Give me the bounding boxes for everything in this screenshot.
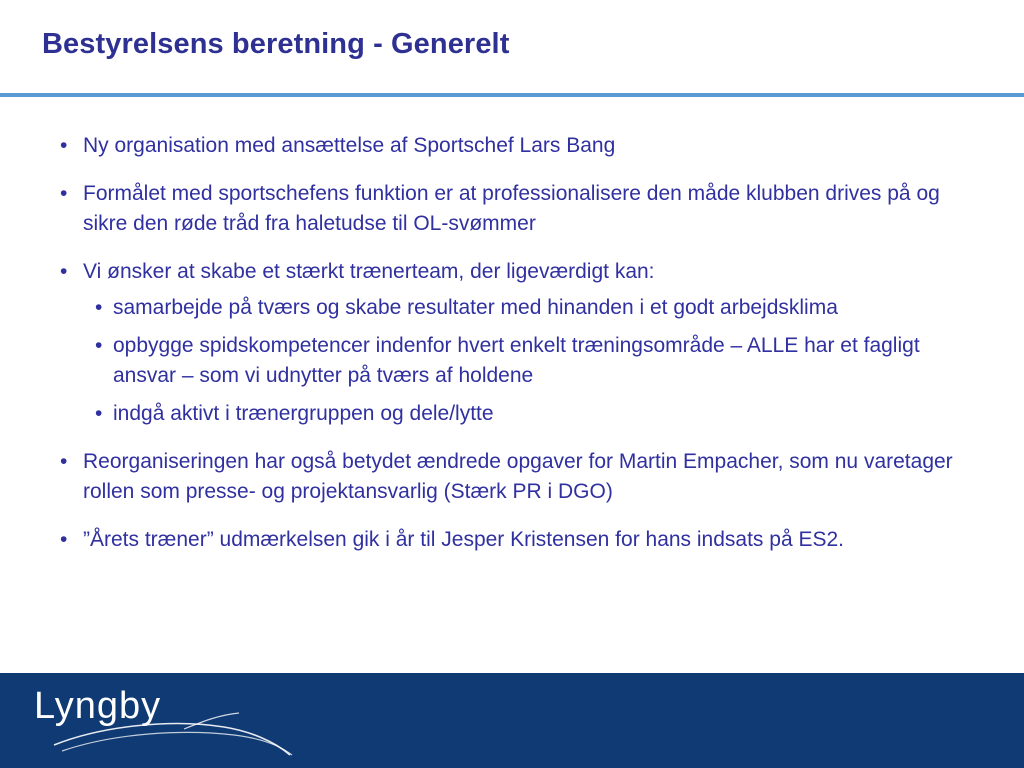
bullet-list: [60, 131, 965, 555]
sub-bullet-text: indgå aktivt i trænergruppen og dele/lytte: [113, 402, 494, 425]
footer-bar: [0, 673, 1024, 768]
bullet-icon: •: [60, 260, 68, 283]
logo-text: Lyngby: [34, 685, 162, 727]
sub-bullet-text: samarbejde på tværs og skabe resultater med hinanden i et godt arbejdsklima: [113, 296, 838, 319]
bullet-item: [60, 447, 965, 507]
bullet-text: ”Årets træner” udmærkelsen gik i år til Jesper Kristensen for hans indsats på ES2.: [83, 528, 844, 551]
bullet-icon: •: [60, 450, 68, 473]
bullet-icon: •: [95, 402, 103, 425]
sub-bullet-list: [83, 293, 965, 429]
sub-bullet-item: [83, 331, 965, 391]
bullet-text: Vi ønsker at skabe et stærkt trænerteam, der ligeværdigt kan:: [83, 260, 655, 283]
bullet-icon: •: [95, 334, 103, 357]
bullet-icon: •: [95, 296, 103, 319]
bullet-text: Ny organisation med ansættelse af Sportschef Lars Bang: [83, 134, 616, 157]
bullet-item: [60, 525, 965, 555]
sub-bullet-text: opbygge spidskompetencer indenfor hvert enkelt træningsområde – ALLE har et fagligt ansvar – som vi udnytter på tværs af holdene: [113, 334, 920, 387]
sub-bullet-item: [83, 399, 965, 429]
bullet-icon: •: [60, 134, 68, 157]
logo-swoosh-icon: [34, 685, 304, 760]
title-divider: [0, 93, 1024, 97]
bullet-item: [60, 257, 965, 429]
slide-body: [60, 131, 965, 573]
bullet-text: Formålet med sportschefens funktion er at professionalisere den måde klubben drives på og sikre den røde tråd fra haletudse til OL-svømmer: [83, 182, 940, 235]
bullet-item: [60, 179, 965, 239]
bullet-icon: •: [60, 528, 68, 551]
sub-bullet-item: [83, 293, 965, 323]
slide-title: Bestyrelsens beretning - Generelt: [42, 28, 510, 60]
lyngby-logo: [34, 685, 304, 760]
bullet-icon: •: [60, 182, 68, 205]
bullet-item: [60, 131, 965, 161]
bullet-text: Reorganiseringen har også betydet ændrede opgaver for Martin Empacher, som nu varetager rollen som presse- og projektansvarlig (Stærk PR i DGO): [83, 450, 953, 503]
